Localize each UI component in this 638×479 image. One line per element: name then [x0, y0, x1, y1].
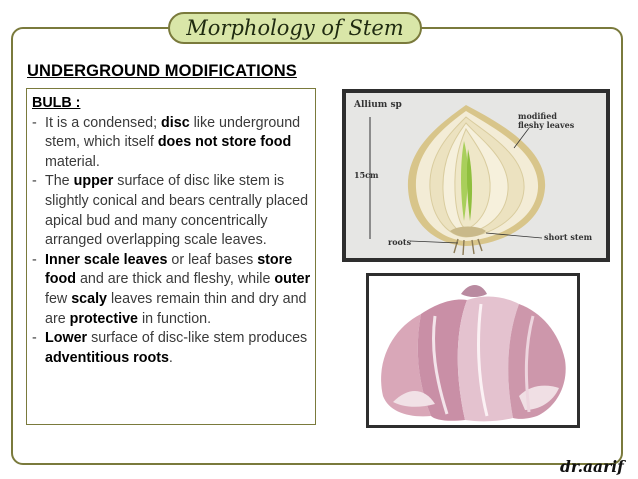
bulb-points-list — [32, 114, 311, 369]
point-text: It is a condensed; — [45, 114, 162, 131]
bullet-dash: - — [32, 114, 37, 131]
garlic-bulb-image — [366, 273, 580, 428]
leaves-caption-line2: fleshy leaves — [518, 120, 575, 130]
point-text: or leaf bases — [167, 251, 258, 268]
point-text: material. — [45, 153, 100, 170]
garlic-illustration — [369, 276, 577, 425]
bold-term: does not store food — [157, 134, 292, 151]
bold-term: Lower — [45, 330, 88, 347]
bullet-dash: - — [32, 251, 37, 268]
leaves-caption-line1: modified — [518, 111, 557, 121]
bulb-point — [32, 329, 311, 368]
bold-term: outer — [274, 271, 311, 288]
bulb-point — [32, 172, 311, 250]
point-text: surface of disc-like stem produces — [87, 330, 308, 347]
bullet-dash: - — [32, 173, 37, 190]
bulb-point — [32, 251, 311, 329]
point-text: leaves remain thin and dry and are — [45, 290, 307, 327]
bold-term: adventitious roots — [45, 349, 169, 366]
onion-illustration — [346, 93, 606, 258]
bold-term: store food — [45, 251, 293, 288]
point-text: The — [45, 173, 74, 190]
short-stem-caption: short stem — [544, 232, 593, 242]
scale-caption: 15cm — [354, 170, 379, 180]
bullet-dash: - — [32, 330, 37, 347]
bold-term: scaly — [71, 290, 108, 307]
point-text: few — [45, 290, 72, 307]
roots-caption: roots — [388, 237, 412, 247]
section-heading: UNDERGROUND MODIFICATIONS — [27, 62, 297, 80]
point-text: like underground stem, which itself — [45, 114, 301, 151]
bulb-label: BULB : — [32, 95, 81, 111]
point-text: and are thick and fleshy, while — [75, 271, 275, 288]
author-signature: dr.aarif — [560, 457, 624, 476]
onion-section-image — [342, 89, 610, 262]
bold-term: disc — [161, 114, 190, 131]
bulb-point — [32, 114, 311, 173]
species-caption: Allium sp — [354, 100, 402, 110]
bulb-description-box — [26, 88, 316, 425]
point-text: . — [168, 349, 173, 366]
bold-term: upper — [73, 173, 114, 190]
bold-term: Inner scale leaves — [45, 251, 168, 268]
point-text: in function. — [137, 310, 212, 327]
bold-term: protective — [69, 310, 138, 327]
slide-title: Morphology of Stem — [168, 12, 422, 44]
point-text: surface of disc like stem is slightly conical and bears centrally placed apical bud and many concentrically arranged overlapping scale leaves. — [45, 173, 309, 249]
